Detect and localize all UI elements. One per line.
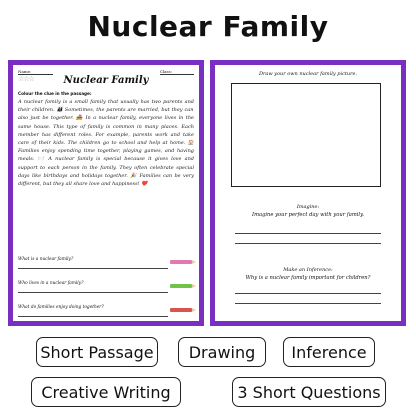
question-1 [18, 257, 194, 262]
answer-line [235, 303, 381, 304]
question-2 [18, 281, 194, 286]
name-label: Name: [18, 69, 53, 75]
rating-stars: ☆☆☆ [18, 75, 34, 83]
worksheet-instruction: Colour the clue in the passage: [18, 91, 92, 96]
drawing-heading: Draw your own nuclear family picture. [258, 71, 358, 77]
tag-inference[interactable]: Inference [283, 337, 375, 367]
worksheet-page [215, 65, 401, 321]
reading-passage: A nuclear family is a small family that usually has two parents and their children. 👨‍👩‍👧 Sometimes, the parents are married, but they can also just be together. 💑 In a nuclear family, everyone lives in the same house. This type of family is common in many places. Each member has different roles. For example, parents work and take care of their kids. The children go to school and help at home. 🏠 Families enjoy spending time together, playing games, and having meals. 🍽️ A nuclear family is special because it gives love and support to each person in the family. They often celebrate special days like birthdays and holidays together. 🎉 Families can be very different, but they all share love and happiness! ❤️ [18, 99, 194, 188]
reading-worksheet-preview [8, 60, 204, 326]
question-3 [18, 305, 194, 310]
answer-line [235, 293, 381, 294]
tag-drawing[interactable]: Drawing [178, 337, 266, 367]
inference-prompt: Why is a nuclear family important for children? [245, 275, 371, 281]
question-text: Who lives in a nuclear family? [18, 281, 84, 286]
answer-line [235, 243, 381, 244]
answer-line [235, 233, 381, 234]
answer-line [18, 292, 168, 293]
question-text: What is a nuclear family? [18, 257, 74, 262]
tag-creative-writing[interactable]: Creative Writing [31, 377, 181, 407]
imagine-label: Imagine: [296, 204, 320, 210]
tag-short-passage[interactable]: Short Passage [36, 337, 158, 367]
worksheet-title: Nuclear Family [63, 75, 149, 86]
drawing-box [231, 83, 381, 187]
tag-3-short-questions[interactable]: 3 Short Questions [232, 377, 386, 407]
worksheet-page [13, 65, 199, 321]
drawing-worksheet-preview [210, 60, 406, 326]
question-text: What do families enjoy doing together? [18, 305, 104, 310]
red-pencil-icon [170, 308, 192, 312]
pink-pencil-icon [170, 260, 192, 264]
imagine-prompt: Imagine your perfect day with your family. [252, 212, 364, 218]
green-pencil-icon [170, 284, 192, 288]
answer-line [18, 316, 168, 317]
class-label: Class: [160, 69, 194, 75]
answer-line [18, 268, 168, 269]
inference-label: Make an Inference: [283, 267, 333, 273]
page-title: Nuclear Family [87, 10, 329, 43]
